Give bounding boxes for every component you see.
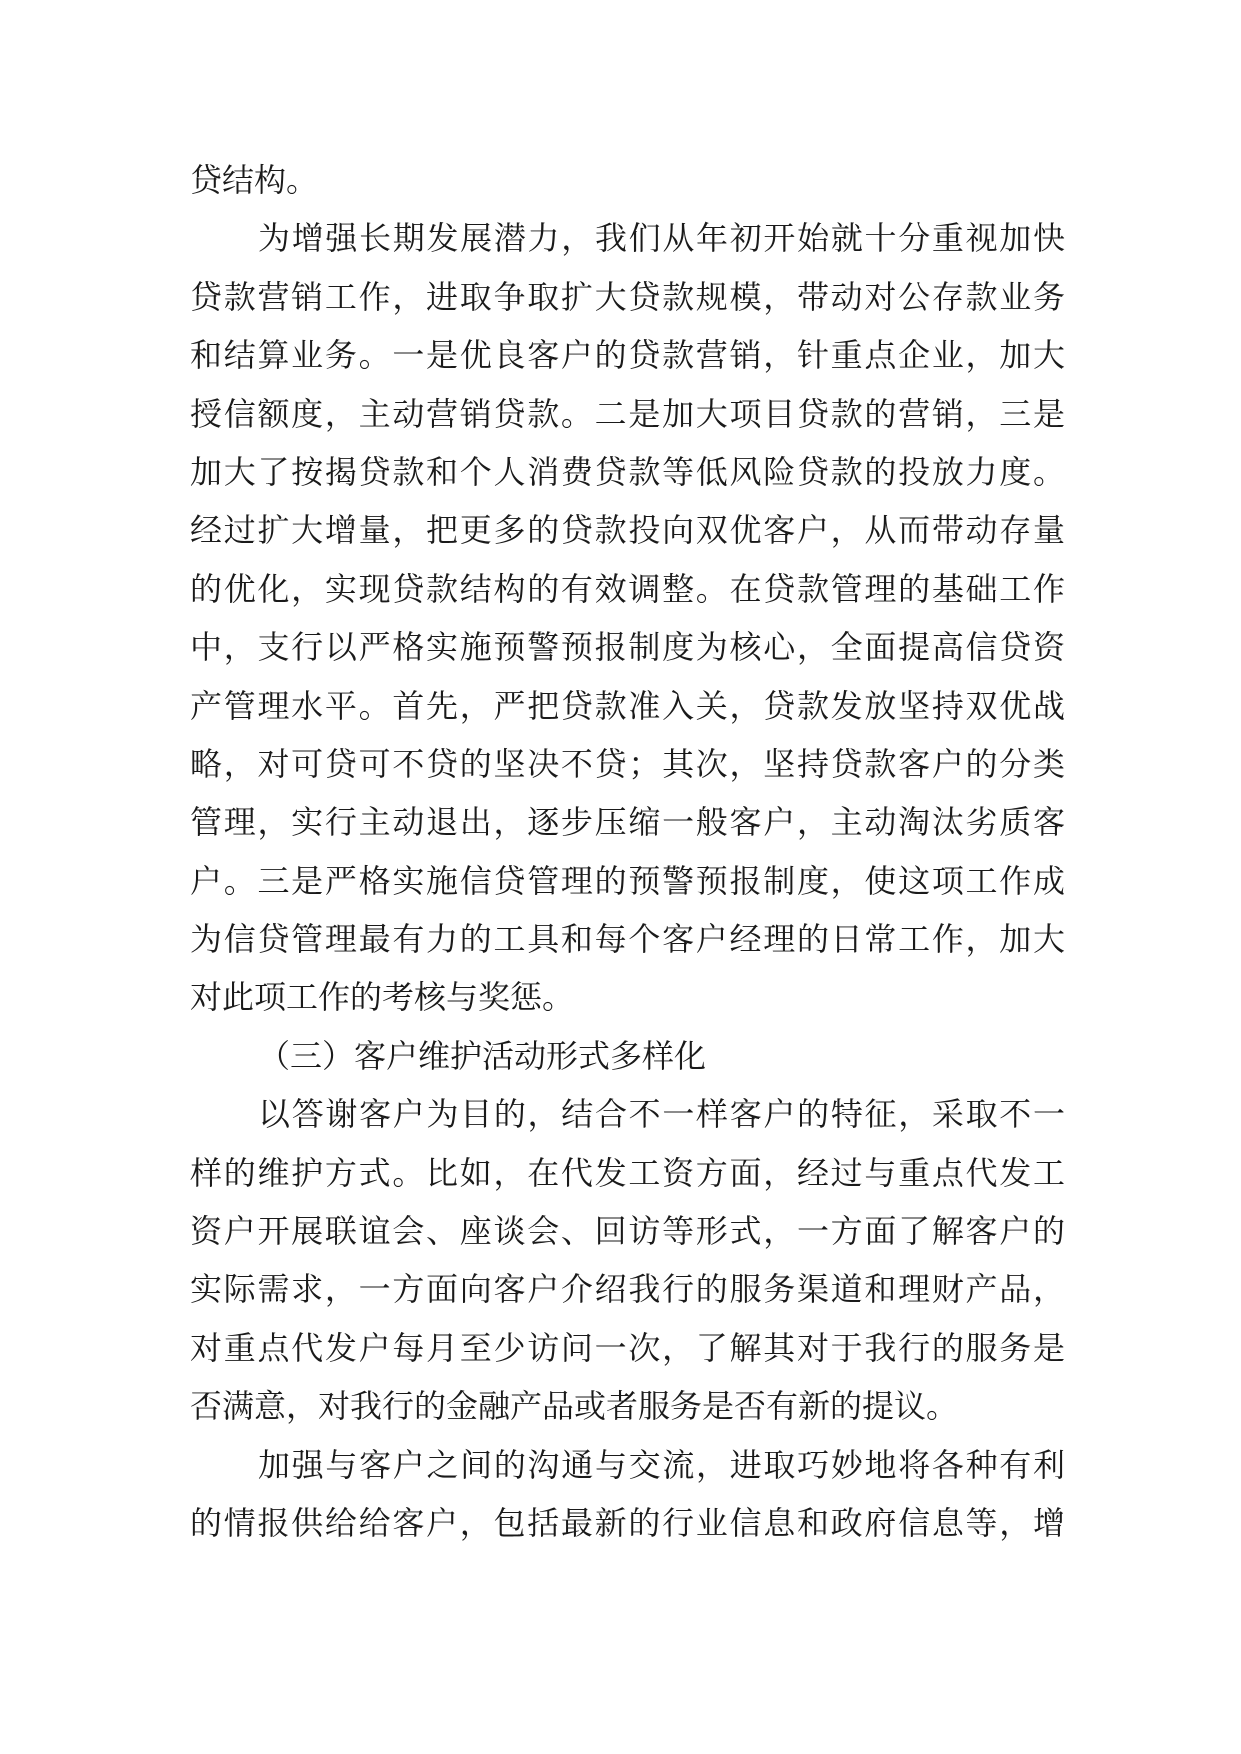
paragraph-line: 实际需求，一方面向客户介绍我行的服务渠道和理财产品，: [190, 1270, 1065, 1309]
paragraph-line: 为增强长期发展潜力，我们从年初开始就十分重视加快: [258, 219, 1065, 258]
paragraph-line: 对重点代发户每月至少访问一次，了解其对于我行的服务是: [190, 1328, 1065, 1367]
paragraph-line: 对此项工作的考核与奖惩。: [190, 978, 575, 1017]
paragraph-line: 加强与客户之间的沟通与交流，进取巧妙地将各种有利: [258, 1445, 1065, 1484]
paragraph-line: 以答谢客户为目的，结合不一样客户的特征，采取不一: [258, 1095, 1065, 1134]
paragraph-line: 经过扩大增量，把更多的贷款投向双优客户，从而带动存量: [190, 511, 1065, 550]
paragraph-line: 的优化，实现贷款结构的有效调整。在贷款管理的基础工作: [190, 569, 1065, 608]
paragraph-line: 略，对可贷可不贷的坚决不贷；其次，坚持贷款客户的分类: [190, 744, 1065, 783]
paragraph-line: 否满意，对我行的金融产品或者服务是否有新的提议。: [190, 1387, 959, 1426]
paragraph-line: 资户开展联谊会、座谈会、回访等形式，一方面了解客户的: [190, 1212, 1065, 1251]
paragraph-line: 为信贷管理最有力的工具和每个客户经理的日常工作，加大: [190, 920, 1065, 959]
body-text: [190, 151, 1065, 1552]
paragraph-line: 管理，实行主动退出，逐步压缩一般客户，主动淘汰劣质客: [190, 803, 1065, 842]
paragraph-line: 贷款营销工作，进取争取扩大贷款规模，带动对公存款业务: [190, 277, 1065, 316]
paragraph-line: 户。三是严格实施信贷管理的预警预报制度，使这项工作成: [190, 861, 1065, 900]
paragraph-line: 和结算业务。一是优良客户的贷款营销，针重点企业，加大: [190, 336, 1065, 375]
paragraph-line: 加大了按揭贷款和个人消费贷款等低风险贷款的投放力度。: [190, 452, 1065, 491]
paragraph-line: 授信额度，主动营销贷款。二是加大项目贷款的营销，三是: [190, 394, 1065, 433]
paragraph-line: 中，支行以严格实施预警预报制度为核心，全面提高信贷资: [190, 628, 1065, 667]
paragraph-line: 产管理水平。首先，严把贷款准入关，贷款发放坚持双优战: [190, 686, 1065, 725]
section-heading: （三）客户维护活动形式多样化: [258, 1036, 707, 1075]
paragraph-line: 贷结构。: [190, 161, 319, 199]
paragraph-line: 的情报供给给客户，包括最新的行业信息和政府信息等，增: [190, 1503, 1065, 1542]
paragraph-line: 样的维护方式。比如，在代发工资方面，经过与重点代发工: [190, 1153, 1065, 1192]
